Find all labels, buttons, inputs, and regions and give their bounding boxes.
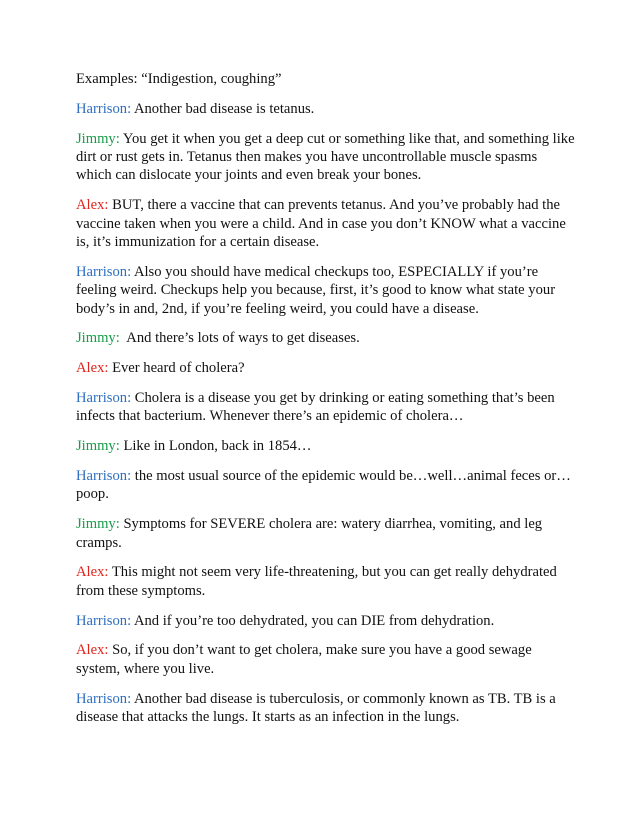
speaker-label: Jimmy:	[76, 438, 120, 455]
dialogue-text: And there’s lots of ways to get diseases.	[119, 330, 360, 347]
speaker-label: Harrison:	[76, 468, 132, 485]
speaker-label: Jimmy:	[76, 516, 120, 533]
dialogue-line	[76, 437, 576, 455]
dialogue-text: This might not seem very life-threatening, but you can get really dehydrated from these symptoms.	[76, 564, 557, 599]
speaker-label: Jimmy:	[76, 130, 120, 147]
dialogue-line	[76, 329, 576, 347]
speaker-label: Alex:	[76, 642, 109, 659]
speaker-label: Harrison:	[76, 263, 132, 280]
dialogue-line	[76, 359, 576, 377]
dialogue-line	[76, 612, 576, 630]
speaker-label: Harrison:	[76, 612, 132, 629]
speaker-label: Harrison:	[76, 690, 132, 707]
dialogue-line	[76, 563, 576, 600]
dialogue-line	[76, 130, 576, 185]
dialogue-text: Another bad disease is tuberculosis, or commonly known as TB. TB is a disease that attacks the lungs. It starts as an infection in the lungs.	[76, 690, 556, 726]
dialogue-line	[76, 467, 576, 504]
dialogue-line	[76, 196, 576, 251]
dialogue-text: BUT, there a vaccine that can prevents tetanus. And you’ve probably had the vaccine taken when you were a child. And in case you don’t KNOW what a vaccine is, it’s immunization for a certain disease.	[76, 197, 566, 251]
dialogue-text: the most usual source of the epidemic would be…well…animal feces or…poop.	[76, 468, 571, 503]
dialogue-text: Another bad disease is tetanus.	[131, 100, 315, 117]
dialogue-line	[76, 690, 576, 727]
dialogue-text: Like in London, back in 1854…	[119, 438, 312, 455]
dialogue-line	[76, 641, 576, 678]
speaker-label: Alex:	[76, 564, 109, 581]
document-page	[76, 70, 576, 738]
dialogue-line	[76, 515, 576, 552]
dialogue-line	[76, 389, 576, 426]
speaker-label: Harrison:	[76, 390, 132, 407]
speaker-label: Jimmy:	[76, 330, 120, 347]
dialogue-text: Cholera is a disease you get by drinking or eating something that’s been infects that bacterium. Whenever there’s an epidemic of cholera…	[76, 390, 555, 425]
dialogue-text: You get it when you get a deep cut or something like that, and something like dirt or rust gets in. Tetanus then makes you have uncontrollable muscle spasms which can dislocate your joints and even break your bones.	[76, 130, 575, 184]
dialogue-text: So, if you don’t want to get cholera, make sure you have a good sewage system, where you live.	[76, 642, 532, 677]
dialogue-text: Symptoms for SEVERE cholera are: watery diarrhea, vomiting, and leg cramps.	[76, 516, 543, 551]
speaker-label: Alex:	[76, 360, 109, 377]
speaker-label: Alex:	[76, 197, 109, 214]
intro-paragraph: Examples: “Indigestion, coughing”	[76, 71, 282, 87]
dialogue-text: And if you’re too dehydrated, you can DIE from dehydration.	[131, 612, 495, 629]
speaker-label: Harrison:	[76, 100, 132, 117]
dialogue-line	[76, 263, 576, 318]
dialogue-text: Also you should have medical checkups too, ESPECIALLY if you’re feeling weird. Checkups help you because, first, it’s good to know what state your body’s in and, 2nd, if you’re feeling weird, you could have a disease.	[76, 263, 556, 317]
dialogue-line	[76, 100, 576, 118]
dialogue-text: Ever heard of cholera?	[108, 360, 245, 377]
